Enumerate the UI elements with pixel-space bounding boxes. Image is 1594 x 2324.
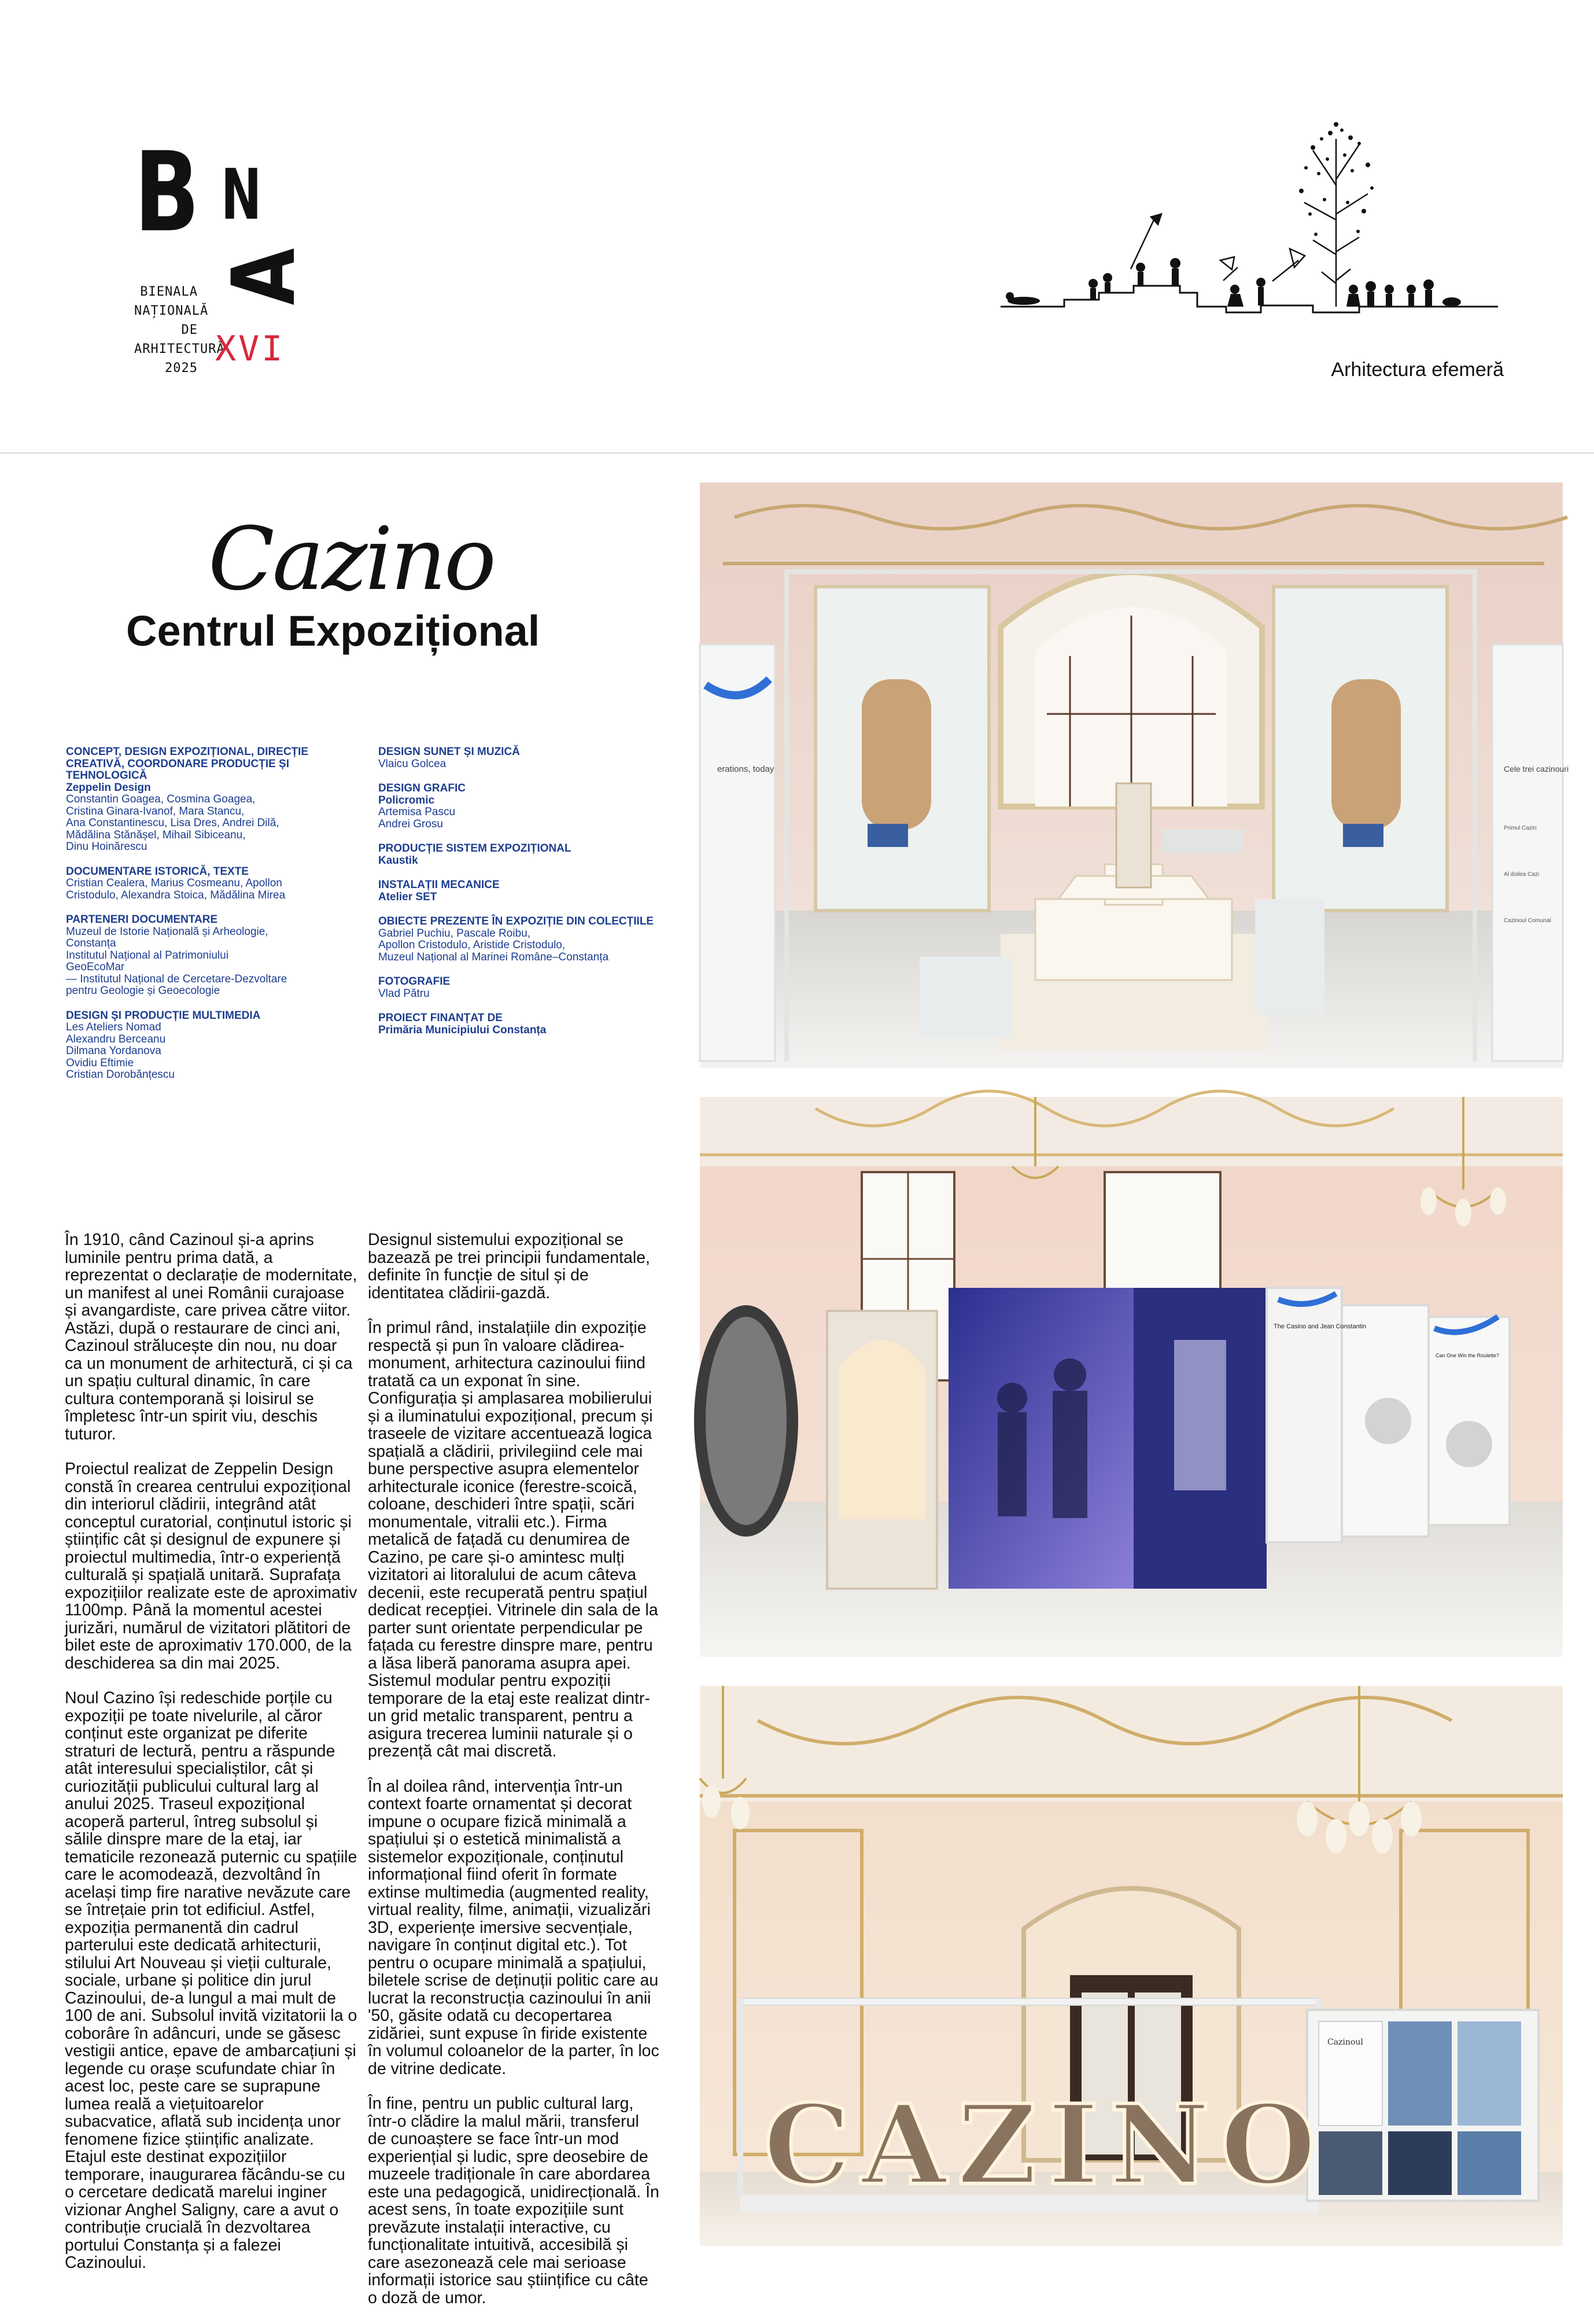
photo-2-drawing	[700, 1097, 1563, 1657]
photo1-panel-right-line: Cazinoul Comunal	[1504, 918, 1551, 924]
credit-block	[378, 976, 679, 1000]
credits-left-column	[66, 746, 367, 1094]
credit-line: Muzeul Național al Marinei Române–Constanța	[378, 951, 609, 963]
photo1-panel-right-line: Primul Cazin	[1504, 825, 1537, 831]
logo-edition: XVI	[215, 329, 285, 369]
credit-block	[66, 914, 367, 997]
body-text-left-column	[65, 1231, 359, 2289]
credit-heading: DESIGN SUNET ȘI MUZICĂ	[378, 746, 520, 758]
credit-line: Apollon Cristodulo, Aristide Cristodulo,	[378, 939, 566, 951]
header-divider	[0, 452, 1594, 454]
credit-heading: CONCEPT, DESIGN EXPOZIȚIONAL, DIRECȚIE CREATIVĂ, COORDONARE PRODUCȚIE ȘI TEHNOLOGICĂ	[66, 746, 309, 782]
credit-line: Andrei Grosu	[378, 817, 443, 830]
credit-heading: DESIGN ȘI PRODUCȚIE MULTIMEDIA	[66, 1009, 261, 1022]
credit-line: pentru Geologie și Geoecologie	[66, 985, 220, 997]
credit-line: Constanța	[66, 937, 116, 949]
credit-line: Muzeul de Istorie Națională și Arheologie,	[66, 925, 268, 938]
photo-exhibition-panels	[700, 1097, 1563, 1657]
credits-right-column	[378, 746, 679, 1049]
photo-3-drawing	[700, 1686, 1563, 2246]
logo-org-line: ARHITECTURĂ	[134, 342, 225, 356]
body-paragraph: În fine, pentru un public cultural larg, într-o clădire la malul mării, transferul de cunoaștere se face într-un mod experiențial și ludic, spre deosebire de muzeele tradiționale în care abordarea este una pedagogică, unidirecțională. În acest sens, în toate expozițiile sunt prevăzute instalații interactive, cu funcționalitate intuitivă, accesibilă și care asezonează cele mai serioase informații istorice sau științifice cu câte o doză de umor.	[368, 2094, 659, 2307]
credit-block	[378, 879, 679, 903]
credit-block	[378, 746, 679, 770]
body-text-right-column	[368, 1231, 662, 2324]
credit-heading: DOCUMENTARE ISTORICĂ, TEXTE	[66, 865, 249, 878]
credit-heading: OBIECTE PREZENTE ÎN EXPOZIȚIE DIN COLECȚIILE	[378, 915, 654, 927]
credit-block	[66, 1010, 367, 1081]
credit-line: Cristian Dorobănțescu	[66, 1069, 175, 1081]
credit-company: Primăria Municipiului Constanța	[378, 1023, 547, 1036]
credit-line: Cristodulo, Alexandra Stoica, Mădălina Mirea	[66, 889, 286, 901]
credit-heading: PARTENERI DOCUMENTARE	[66, 914, 218, 926]
credit-line: GeoEcoMar	[66, 961, 125, 973]
credit-heading: PRODUCȚIE SISTEM EXPOZIȚIONAL	[378, 842, 571, 855]
credit-line: Artemisa Pascu	[378, 806, 456, 818]
logo-organization	[134, 282, 225, 378]
credit-line: Dilmana Yordanova	[66, 1045, 161, 1057]
credit-line: Gabriel Puchiu, Pascale Roibu,	[378, 927, 530, 940]
logo-org-line: NAȚIONALĂ	[134, 304, 209, 318]
logo-letter-b: B	[134, 128, 200, 256]
credit-company: Atelier SET	[378, 890, 437, 903]
credit-line: Vlaicu Golcea	[378, 757, 447, 770]
body-paragraph: În primul rând, instalațiile din expoziție respectă și pun în valoare clădirea-monument, arhitectura cazinoului fiind tratată ca un exponat în sine. Configurația și amplasarea mobilierului și a iluminatului expozițional, precum și traseele de vizitare accentuează logica spațială a clădirii, privilegiind cele mai bune perspective asupra elementelor arhitecturale iconice (ferestre-scoică, coloane, deschideri între spații, scări monumentale, vitralii etc.). Firma metalică de fațadă cu denumirea de Cazino, pe care și-o amintesc mulți vizitatori ai litoralului de acum câteva decenii, este recuperată pentru spațiul dedicat recepției. Vitrinele din sala de la parter sunt orientate perpendicular pe fațada cu ferestre dinspre mare, pentru a lăsa liberă panorama asupra apei. Sistemul modular pentru expoziții temporare de la etaj este realizat dintr-un grid metalic transparent, pentru a asigura trecerea luminii naturale și o prezență cât mai discretă.	[368, 1318, 658, 1761]
body-paragraph: În 1910, când Cazinoul și-a aprins luminile pentru prima dată, a reprezentat o declarație de modernitate, un manifest al unei Românii curajoase și avangardiste, care privea către viitor. Astăzi, după o restaurare de cinci ani, Cazinoul strălucește din nou, nu doar ca un monument de arhitectură, ci și ca un spațiu cultural dinamic, în care cultura contemporană și loisirul se împletesc într-un spirit viu, deschis tuturor.	[65, 1231, 357, 1443]
credit-line: — Institutul Național de Cercetare-Dezvoltare	[66, 973, 287, 985]
bna-logo	[134, 128, 354, 404]
credit-company: Policromic	[378, 794, 435, 806]
credit-block	[378, 916, 679, 963]
credit-block	[378, 843, 679, 867]
logo-org-line: 2025	[165, 361, 198, 375]
logo-letter-a: A	[214, 248, 315, 305]
logo-org-line: DE	[181, 323, 198, 337]
logo-org-line: BIENALA	[140, 285, 198, 299]
credit-block	[66, 866, 367, 902]
credit-line: Constantin Goagea, Cosmina Goagea,	[66, 793, 256, 805]
photo-cazino-sign-hall	[700, 1686, 1563, 2246]
credit-line: Cristian Cealera, Marius Cosmeanu, Apollon	[66, 877, 282, 889]
photo2-panel-title: The Casino and Jean Constantin	[1274, 1323, 1367, 1330]
credit-line: Cristina Ginara-Ivanof, Mara Stancu,	[66, 805, 245, 817]
credit-line: Institutul Național al Patrimoniului	[66, 949, 228, 962]
credit-line: Dinu Hoinărescu	[66, 841, 147, 853]
photo-exhibition-hall-model	[700, 483, 1569, 1068]
credit-line: Ovidiu Eftimie	[66, 1056, 134, 1069]
credit-heading: INSTALAȚII MECANICE	[378, 879, 500, 891]
body-paragraph: Proiectul realizat de Zeppelin Design constă în crearea centrului expozițional din interiorul clădirii, integrând atât conceptul curatorial, conținutul istoric și științific cât și designul de expunere și proiectul multimedia, într-o experiență culturală și spațială unitară. Suprafața expozițiilor realizate este de aproximativ 1100mp. Până la momentul acestei jurizări, numărul de vizitatori plătitori de bilet este de aproximativ 170.000, de la deschiderea sa din mai 2025.	[65, 1460, 357, 1673]
photo2-panel-title: Can One Win the Roulette?	[1436, 1353, 1500, 1358]
credit-line: Vlad Pătru	[378, 987, 430, 1000]
credit-heading: FOTOGRAFIE	[378, 975, 451, 988]
credit-block	[378, 1012, 679, 1036]
body-paragraph: Designul sistemului expozițional se bazează pe trei principii fundamentale, definite în funcție de situl și de identitatea clădirii-gazdă.	[368, 1231, 650, 1302]
credit-block	[378, 783, 679, 830]
body-paragraph: Noul Cazino își redeschide porțile cu expoziții pe toate nivelurile, al căror conținut este organizat pe diferite straturi de lectură, pentru a răspunde atât interesului specialiștilor, cât și curiozității publicului cultural larg al anului 2025. Traseul expozițional acoperă parterul, întreg subsolul și sălile dinspre mare de la etaj, iar tematicile rezonează puternic cu spațiile care le acomodează, dezvoltând în același timp fire narative nevăzute care se întrețaie prin tot edificiul. Astfel, expoziția permanentă din cadrul parterului este dedicată arhitecturii, stilului Art Nouveau și vieții culturale, sociale, urbane și politice din jurul Cazinoului, de-a lungul a mai mult de 100 de ani. Subsolul invită vizitatorii la o coborâre în adâncuri, unde se găsesc vestigii antice, epave de ambarcațiuni și legende cu orașe scufundate chiar în acest loc, peste care se suprapune lumea reală a viețuitoarelor subacvatice, aflată sub incidența unor fenomene fizice științific analizate. Etajul este destinat expozițiilor temporare, inaugurarea făcându-se cu o cercetare dedicată marelui inginer vizionar Anghel Saligny, care a avut o contribuție crucială în dezvoltarea portului Constanța și a falezei Cazinoului.	[65, 1689, 357, 2272]
photo1-panel-right-line: Al doilea Cazi	[1504, 871, 1540, 878]
credit-line: Mădălina Stănășel, Mihail Sibiceanu,	[66, 828, 246, 841]
credit-block	[66, 746, 367, 853]
body-paragraph: În al doilea rând, intervenția într-un context foarte ornamentat și decorat impune o ocupare fizică minimală a spațiului și o estetică minimalistă a sistemelor expoziționale, conținutul informațional fiind oferit în formate extinse multimedia (augmented reality, virtual reality, filme, animații, vizualizări 3D, experiențe imersive secvențiale, navigare în conținut digital etc.). Tot pentru o ocupare minimală a spațiului, biletele scrise de deținuții politic care au lucrat la reconstrucția cazinoului în anii '50, găsite odată cu decopertarea zidăriei, sunt expuse în firide existente în volumul coloanelor de la parter, în loc de vitrine dedicate.	[368, 1777, 659, 2078]
theme-illustration	[989, 116, 1510, 393]
credit-company: Zeppelin Design	[66, 781, 151, 794]
project-title: Cazino	[208, 509, 495, 610]
photo3-cazino-sign: CAZINO	[763, 2080, 1327, 2209]
credit-line: Les Ateliers Nomad	[66, 1021, 161, 1033]
theme-label: Arhitectura efemeră	[1331, 359, 1504, 381]
credit-heading: DESIGN GRAFIC	[378, 782, 466, 794]
credit-company: Kaustik	[378, 854, 418, 867]
credit-heading: PROIECT FINANȚAT DE	[378, 1012, 503, 1024]
credit-line: Alexandru Berceanu	[66, 1033, 166, 1045]
photo3-panel-title: Cazinoul	[1327, 2038, 1363, 2047]
project-subtitle: Centrul Expozițional	[126, 607, 540, 655]
photo1-panel-right-line: Cele trei cazinouri	[1504, 764, 1569, 774]
photo-1-drawing	[700, 483, 1569, 1068]
photo1-panel-left-text: erations, today	[717, 764, 774, 774]
logo-letter-n: N	[221, 155, 262, 235]
ephemeral-architecture-drawing	[989, 116, 1510, 353]
credit-line: Ana Constantinescu, Lisa Dres, Andrei Dilă,	[66, 817, 279, 829]
